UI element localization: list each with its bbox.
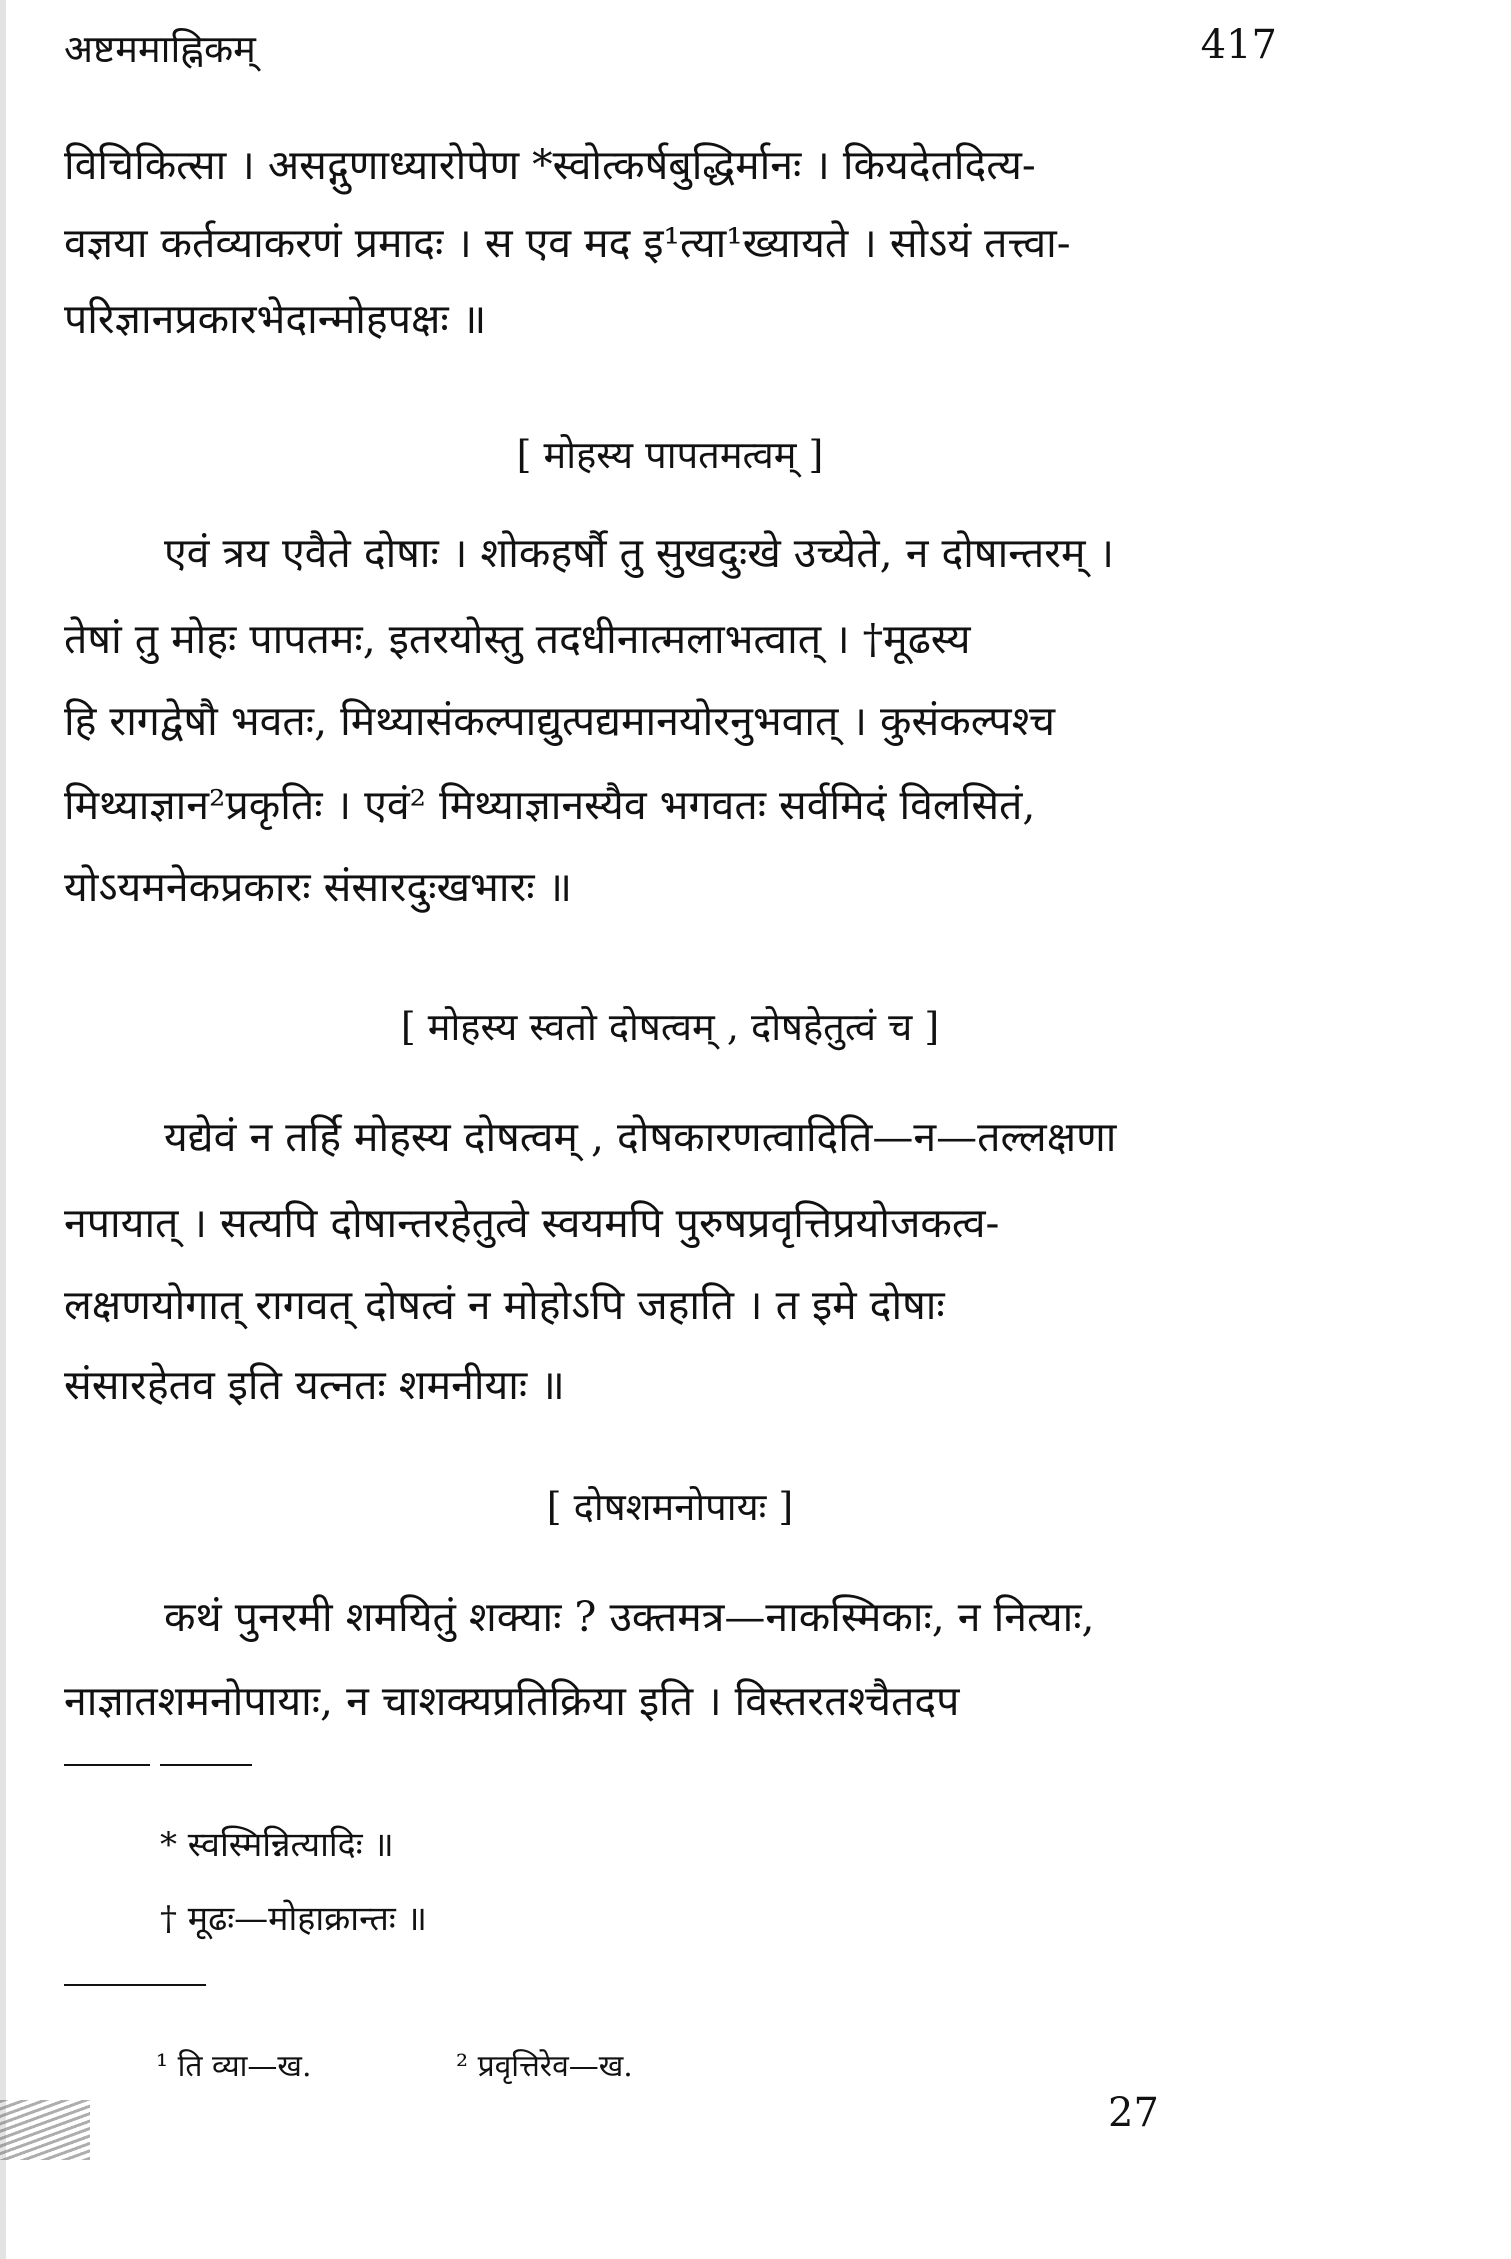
footnote-variant-2: ² प्रवृत्तिरेव—ख. <box>456 2049 633 2084</box>
footnote-rule <box>160 1764 252 1766</box>
footnote-rule <box>64 1764 150 1766</box>
text-line: कथं पुनरमी शमयितुं शक्याः ? उक्तमत्र—नाकस्मिकाः, न नित्याः, <box>164 1593 1095 1641</box>
text-line: एवं त्रय एवैते दोषाः । शोकहर्षौ तु सुखदुःखे उच्येते, न दोषान्तरम् । <box>164 529 1115 577</box>
footnote-dagger: † मूढः—मोहाक्रान्तः ॥ <box>160 1899 427 1939</box>
footnote-asterisk: * स्वस्मिन्नित्यादिः ॥ <box>160 1825 394 1865</box>
text-line: तेषां तु मोहः पापतमः, इतरयोस्तु तदधीनात्मलाभत्वात् । †मूढस्य <box>64 615 971 663</box>
text-line: लक्षणयोगात् रागवत् दोषत्वं न मोहोऽपि जहाति । त इमे दोषाः <box>64 1281 945 1329</box>
text-line: वज्ञया कर्तव्याकरणं प्रमादः । स एव मद इ¹त्या¹ख्यायते । सोऽयं तत्त्वा- <box>64 219 1071 267</box>
running-title: अष्टममाह्निकम् <box>64 27 256 71</box>
text-line: नाज्ञातशमनोपायाः, न चाशक्यप्रतिक्रिया इति । विस्तरतश्चैतदप <box>64 1677 960 1725</box>
signature-number: 27 <box>1108 2090 1159 2136</box>
text-line: संसारहेतव इति यत्नतः शमनीयाः ॥ <box>64 1361 565 1409</box>
text-line: नपायात् । सत्यपि दोषान्तरहेतुत्वे स्वयमपि पुरुषप्रवृत्तिप्रयोजकत्व- <box>64 1199 1000 1247</box>
section-heading: [ मोहस्य पापतमत्वम् ] <box>516 433 824 477</box>
text-line: मिथ्याज्ञान²प्रकृतिः । एवं² मिथ्याज्ञानस्यैव भगवतः सर्वमिदं विलसितं, <box>64 781 1036 829</box>
text-line: योऽयमनेकप्रकारः संसारदुःखभारः ॥ <box>64 863 573 911</box>
footnote-variant-1: ¹ ति व्या—ख. <box>156 2049 312 2084</box>
footnote-rule <box>64 1984 206 1986</box>
text-line: हि रागद्वेषौ भवतः, मिथ्यासंकल्पाद्युत्पद्यमानयोरनुभवात् । कुसंकल्पश्च <box>64 697 1056 745</box>
scan-smudge <box>0 2100 90 2160</box>
text-line: परिज्ञानप्रकारभेदान्मोहपक्षः ॥ <box>64 295 487 343</box>
page-edge-shadow <box>0 0 6 2259</box>
section-heading: [ दोषशमनोपायः ] <box>546 1485 794 1529</box>
page-number: 417 <box>1200 22 1277 68</box>
text-line: यद्येवं न तर्हि मोहस्य दोषत्वम् , दोषकारणत्वादिति—न—तल्लक्षणा <box>164 1113 1117 1161</box>
section-heading: [ मोहस्य स्वतो दोषत्वम् , दोषहेतुत्वं च ] <box>400 1005 940 1049</box>
text-line: विचिकित्सा । असद्गुणाध्यारोपेण *स्वोत्कर्षबुद्धिर्मानः । कियदेतदित्य- <box>64 141 1036 189</box>
